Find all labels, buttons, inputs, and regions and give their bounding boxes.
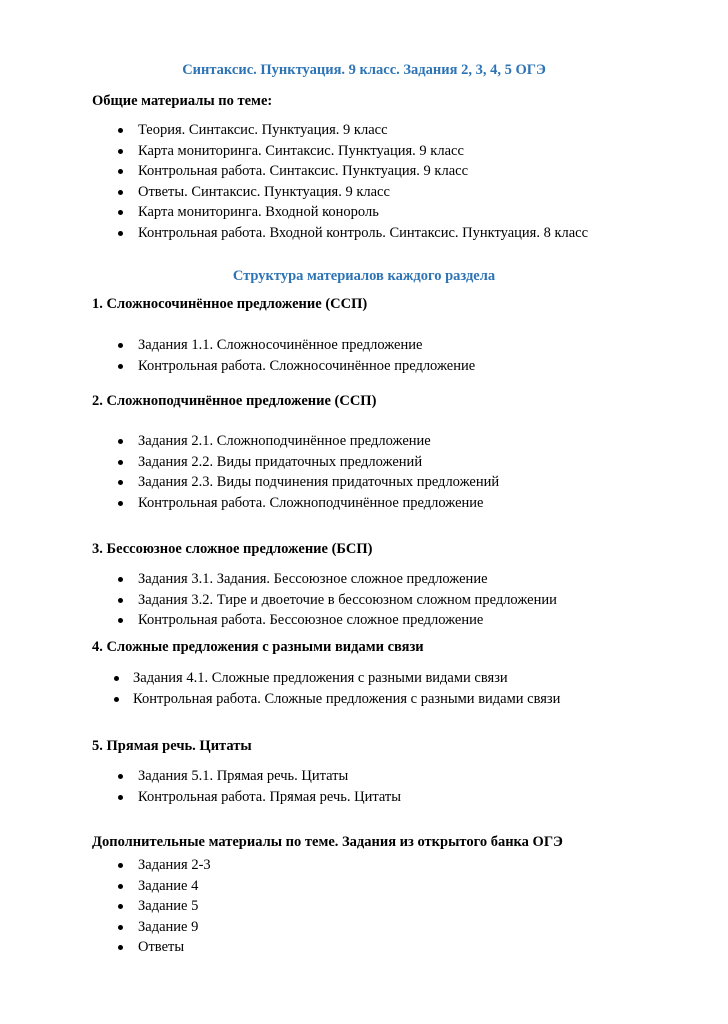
list-item[interactable]: Контрольная работа. Прямая речь. Цитаты <box>112 787 401 808</box>
list-item[interactable]: Карта мониторинга. Синтаксис. Пунктуация. 9 класс <box>112 141 588 162</box>
list-item[interactable]: Теория. Синтаксис. Пунктуация. 9 класс <box>112 120 588 141</box>
list-item[interactable]: Ответы. Синтаксис. Пунктуация. 9 класс <box>112 182 588 203</box>
extra-materials-heading: Дополнительные материалы по теме. Задания из открытого банка ОГЭ <box>92 834 563 850</box>
list-item[interactable]: Контрольная работа. Сложные предложения с разными видами связи <box>110 689 560 710</box>
document-title: Синтаксис. Пунктуация. 9 класс. Задания 2, 3, 4, 5 ОГЭ <box>182 62 546 78</box>
section-2-list <box>112 431 499 513</box>
list-item[interactable]: Задания 2.2. Виды придаточных предложений <box>112 452 499 473</box>
list-item[interactable]: Задание 4 <box>112 876 211 897</box>
general-materials-list <box>112 120 588 244</box>
section-3-list <box>112 569 557 631</box>
list-item[interactable]: Задания 5.1. Прямая речь. Цитаты <box>112 766 401 787</box>
section-4-list <box>110 668 560 709</box>
list-item[interactable]: Задания 1.1. Сложносочинённое предложение <box>112 335 475 356</box>
list-item[interactable]: Контрольная работа. Сложносочинённое предложение <box>112 356 475 377</box>
list-item[interactable]: Контрольная работа. Входной контроль. Синтаксис. Пунктуация. 8 класс <box>112 223 588 244</box>
list-item[interactable]: Задания 2.3. Виды подчинения придаточных предложений <box>112 472 499 493</box>
list-item[interactable]: Ответы <box>112 937 211 958</box>
structure-title: Структура материалов каждого раздела <box>232 268 496 284</box>
extra-materials-list <box>112 855 211 958</box>
list-item[interactable]: Задания 2.1. Сложноподчинённое предложение <box>112 431 499 452</box>
list-item[interactable]: Задание 5 <box>112 896 211 917</box>
section-2-heading: 2. Сложноподчинённое предложение (ССП) <box>92 393 377 409</box>
list-item[interactable]: Контрольная работа. Бессоюзное сложное предложение <box>112 610 557 631</box>
list-item[interactable]: Задания 3.2. Тире и двоеточие в бессоюзном сложном предложении <box>112 590 557 611</box>
section-5-list <box>112 766 401 807</box>
list-item[interactable]: Задания 2-3 <box>112 855 211 876</box>
section-1-heading: 1. Сложносочинённое предложение (ССП) <box>92 296 368 312</box>
general-materials-heading: Общие материалы по теме: <box>92 93 273 109</box>
section-5-heading: 5. Прямая речь. Цитаты <box>92 738 252 754</box>
list-item[interactable]: Задания 3.1. Задания. Бессоюзное сложное предложение <box>112 569 557 590</box>
section-4-heading: 4. Сложные предложения с разными видами связи <box>92 639 424 655</box>
list-item[interactable]: Карта мониторинга. Входной конороль <box>112 202 588 223</box>
section-3-heading: 3. Бессоюзное сложное предложение (БСП) <box>92 541 373 557</box>
list-item[interactable]: Задания 4.1. Сложные предложения с разными видами связи <box>110 668 560 689</box>
section-1-list <box>112 335 475 376</box>
list-item[interactable]: Контрольная работа. Синтаксис. Пунктуация. 9 класс <box>112 161 588 182</box>
list-item[interactable]: Задание 9 <box>112 917 211 938</box>
list-item[interactable]: Контрольная работа. Сложноподчинённое предложение <box>112 493 499 514</box>
